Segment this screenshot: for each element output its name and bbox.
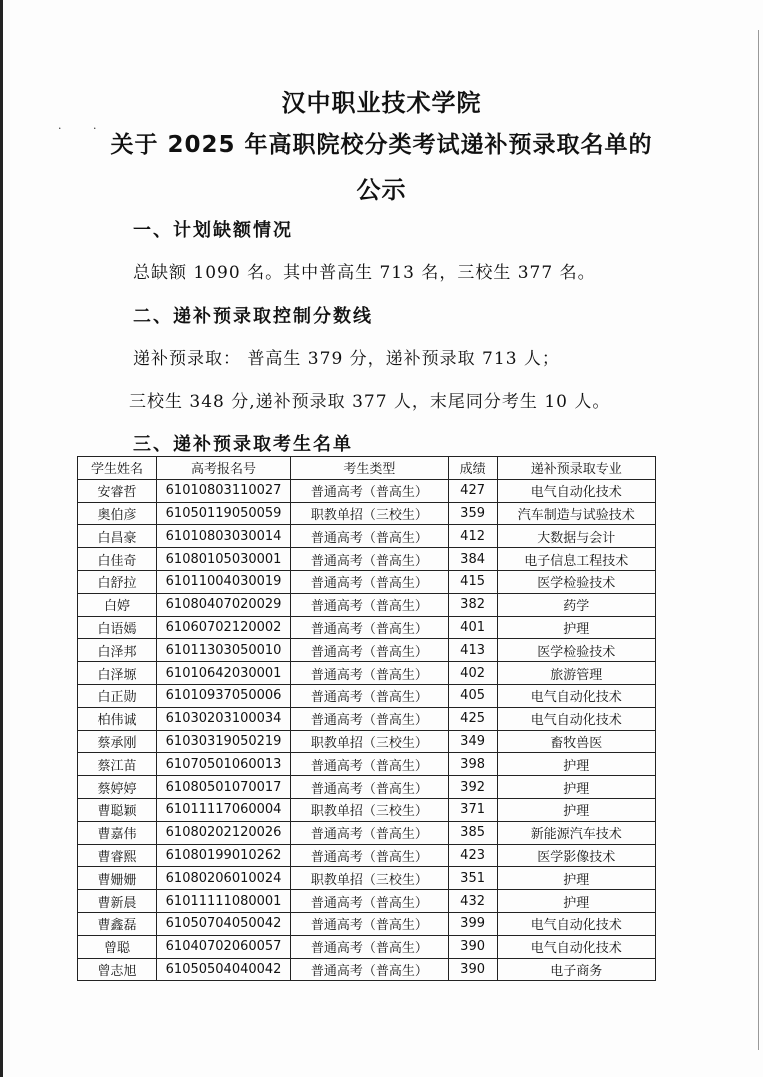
col-header-name: 学生姓名 bbox=[78, 457, 157, 480]
cell-major: 护理 bbox=[497, 753, 655, 776]
table-body bbox=[78, 479, 656, 981]
cell-exam-id: 61080501070017 bbox=[156, 776, 290, 799]
cell-name: 奥伯彦 bbox=[78, 502, 157, 525]
cell-name: 曹鑫磊 bbox=[78, 912, 157, 935]
table-row bbox=[78, 662, 656, 685]
cell-type: 普通高考（普高生） bbox=[291, 776, 448, 799]
cell-name: 曾聪 bbox=[78, 935, 157, 958]
cell-type: 职教单招（三校生） bbox=[291, 798, 448, 821]
cell-type: 普通高考（普高生） bbox=[291, 890, 448, 913]
cell-type: 普通高考（普高生） bbox=[291, 707, 448, 730]
cell-type: 普通高考（普高生） bbox=[291, 684, 448, 707]
cell-name: 曹新晨 bbox=[78, 890, 157, 913]
cell-exam-id: 61030319050219 bbox=[156, 730, 290, 753]
cell-major: 护理 bbox=[497, 616, 655, 639]
cell-exam-id: 61080105030001 bbox=[156, 548, 290, 571]
cell-exam-id: 61060702120002 bbox=[156, 616, 290, 639]
cell-name: 白佳奇 bbox=[78, 548, 157, 571]
cell-exam-id: 61030203100034 bbox=[156, 707, 290, 730]
cell-type: 普通高考（普高生） bbox=[291, 479, 448, 502]
cell-exam-id: 61010803030014 bbox=[156, 525, 290, 548]
table-row bbox=[78, 616, 656, 639]
cell-exam-id: 61080202120026 bbox=[156, 821, 290, 844]
cell-score: 384 bbox=[448, 548, 497, 571]
cell-type: 职教单招（三校生） bbox=[291, 502, 448, 525]
cell-name: 白正勋 bbox=[78, 684, 157, 707]
cell-name: 白泽邦 bbox=[78, 639, 157, 662]
cell-type: 职教单招（三校生） bbox=[291, 730, 448, 753]
cell-major: 大数据与会计 bbox=[497, 525, 655, 548]
cell-score: 371 bbox=[448, 798, 497, 821]
table-row bbox=[78, 958, 656, 981]
cell-type: 普通高考（普高生） bbox=[291, 821, 448, 844]
cell-major: 药学 bbox=[497, 593, 655, 616]
table-row bbox=[78, 548, 656, 571]
cell-name: 蔡承刚 bbox=[78, 730, 157, 753]
cell-score: 390 bbox=[448, 935, 497, 958]
cell-type: 普通高考（普高生） bbox=[291, 662, 448, 685]
table-row bbox=[78, 684, 656, 707]
cell-major: 汽车制造与试验技术 bbox=[497, 502, 655, 525]
cell-score: 415 bbox=[448, 570, 497, 593]
cell-major: 电气自动化技术 bbox=[497, 935, 655, 958]
cell-score: 351 bbox=[448, 867, 497, 890]
cell-score: 390 bbox=[448, 958, 497, 981]
col-header-exam-id: 高考报名号 bbox=[156, 457, 290, 480]
table-row bbox=[78, 502, 656, 525]
cell-type: 普通高考（普高生） bbox=[291, 912, 448, 935]
cell-exam-id: 61011303050010 bbox=[156, 639, 290, 662]
cell-major: 电气自动化技术 bbox=[497, 684, 655, 707]
cell-name: 蔡江苗 bbox=[78, 753, 157, 776]
table-row bbox=[78, 525, 656, 548]
cell-major: 旅游管理 bbox=[497, 662, 655, 685]
table-row bbox=[78, 730, 656, 753]
scan-left-border bbox=[0, 0, 3, 1077]
table-row bbox=[78, 479, 656, 502]
cell-type: 普通高考（普高生） bbox=[291, 593, 448, 616]
cell-name: 安睿哲 bbox=[78, 479, 157, 502]
cell-name: 曹姗姗 bbox=[78, 867, 157, 890]
cell-major: 电子商务 bbox=[497, 958, 655, 981]
cell-type: 普通高考（普高生） bbox=[291, 616, 448, 639]
cell-type: 普通高考（普高生） bbox=[291, 935, 448, 958]
cell-exam-id: 61070501060013 bbox=[156, 753, 290, 776]
section-2-line-1: 递补预录取： 普高生 379 分，递补预录取 713 人； bbox=[133, 349, 560, 369]
cell-major: 电子信息工程技术 bbox=[497, 548, 655, 571]
institution-title: 汉中职业技术学院 bbox=[281, 89, 482, 117]
cell-exam-id: 61010803110027 bbox=[156, 479, 290, 502]
cell-exam-id: 61011004030019 bbox=[156, 570, 290, 593]
cell-type: 普通高考（普高生） bbox=[291, 548, 448, 571]
cell-score: 385 bbox=[448, 821, 497, 844]
cell-name: 曹嘉伟 bbox=[78, 821, 157, 844]
cell-major: 护理 bbox=[497, 776, 655, 799]
cell-type: 普通高考（普高生） bbox=[291, 525, 448, 548]
cell-major: 畜牧兽医 bbox=[497, 730, 655, 753]
section-1-text: 总缺额 1090 名。其中普高生 713 名，三校生 377 名。 bbox=[133, 263, 596, 283]
cell-score: 413 bbox=[448, 639, 497, 662]
cell-name: 曹聪颖 bbox=[78, 798, 157, 821]
cell-major: 电气自动化技术 bbox=[497, 912, 655, 935]
cell-type: 普通高考（普高生） bbox=[291, 639, 448, 662]
cell-name: 蔡婷婷 bbox=[78, 776, 157, 799]
cell-name: 白婷 bbox=[78, 593, 157, 616]
cell-score: 402 bbox=[448, 662, 497, 685]
col-header-type: 考生类型 bbox=[291, 457, 448, 480]
cell-major: 医学影像技术 bbox=[497, 844, 655, 867]
cell-major: 医学检验技术 bbox=[497, 570, 655, 593]
cell-score: 423 bbox=[448, 844, 497, 867]
notice-title-continued: 公示 bbox=[356, 176, 407, 204]
cell-exam-id: 61050704050042 bbox=[156, 912, 290, 935]
table-row bbox=[78, 707, 656, 730]
table-row bbox=[78, 912, 656, 935]
cell-name: 柏伟诚 bbox=[78, 707, 157, 730]
table-row bbox=[78, 890, 656, 913]
cell-name: 曹睿熙 bbox=[78, 844, 157, 867]
table-row bbox=[78, 935, 656, 958]
section-1-heading: 一、计划缺额情况 bbox=[133, 220, 293, 241]
table-row bbox=[78, 867, 656, 890]
cell-score: 349 bbox=[448, 730, 497, 753]
cell-score: 392 bbox=[448, 776, 497, 799]
table-row bbox=[78, 798, 656, 821]
cell-score: 412 bbox=[448, 525, 497, 548]
cell-exam-id: 61080199010262 bbox=[156, 844, 290, 867]
cell-name: 白语嫣 bbox=[78, 616, 157, 639]
section-2-heading: 二、递补预录取控制分数线 bbox=[133, 306, 373, 327]
notice-title: 关于 2025 年高职院校分类考试递补预录取名单的 bbox=[110, 132, 653, 158]
cell-type: 普通高考（普高生） bbox=[291, 753, 448, 776]
cell-type: 普通高考（普高生） bbox=[291, 844, 448, 867]
cell-type: 普通高考（普高生） bbox=[291, 958, 448, 981]
cell-exam-id: 61050504040042 bbox=[156, 958, 290, 981]
table-row bbox=[78, 753, 656, 776]
table-row bbox=[78, 593, 656, 616]
cell-exam-id: 61010937050006 bbox=[156, 684, 290, 707]
scan-specks: · · bbox=[58, 122, 111, 135]
cell-exam-id: 61011117060004 bbox=[156, 798, 290, 821]
cell-score: 382 bbox=[448, 593, 497, 616]
cell-type: 职教单招（三校生） bbox=[291, 867, 448, 890]
cell-score: 359 bbox=[448, 502, 497, 525]
table-row bbox=[78, 776, 656, 799]
cell-score: 401 bbox=[448, 616, 497, 639]
table-row bbox=[78, 844, 656, 867]
cell-score: 399 bbox=[448, 912, 497, 935]
cell-exam-id: 61011111080001 bbox=[156, 890, 290, 913]
cell-major: 新能源汽车技术 bbox=[497, 821, 655, 844]
cell-major: 护理 bbox=[497, 890, 655, 913]
table-header-row bbox=[78, 457, 656, 480]
cell-exam-id: 61080206010024 bbox=[156, 867, 290, 890]
col-header-major: 递补预录取专业 bbox=[497, 457, 655, 480]
section-3-heading: 三、递补预录取考生名单 bbox=[133, 434, 353, 455]
cell-name: 白昌豪 bbox=[78, 525, 157, 548]
cell-type: 普通高考（普高生） bbox=[291, 570, 448, 593]
cell-major: 电气自动化技术 bbox=[497, 479, 655, 502]
cell-major: 医学检验技术 bbox=[497, 639, 655, 662]
section-2-line-2: 三校生 348 分,递补预录取 377 人，末尾同分考生 10 人。 bbox=[129, 392, 611, 412]
admission-table bbox=[77, 456, 656, 981]
table-row bbox=[78, 570, 656, 593]
cell-name: 曾志旭 bbox=[78, 958, 157, 981]
cell-major: 护理 bbox=[497, 798, 655, 821]
cell-exam-id: 61080407020029 bbox=[156, 593, 290, 616]
cell-exam-id: 61010642030001 bbox=[156, 662, 290, 685]
cell-score: 427 bbox=[448, 479, 497, 502]
table-row bbox=[78, 821, 656, 844]
table-row bbox=[78, 639, 656, 662]
cell-name: 白泽塬 bbox=[78, 662, 157, 685]
cell-name: 白舒拉 bbox=[78, 570, 157, 593]
cell-score: 398 bbox=[448, 753, 497, 776]
col-header-score: 成绩 bbox=[448, 457, 497, 480]
cell-major: 电气自动化技术 bbox=[497, 707, 655, 730]
cell-score: 432 bbox=[448, 890, 497, 913]
cell-exam-id: 61040702060057 bbox=[156, 935, 290, 958]
cell-score: 405 bbox=[448, 684, 497, 707]
cell-score: 425 bbox=[448, 707, 497, 730]
cell-exam-id: 61050119050059 bbox=[156, 502, 290, 525]
cell-major: 护理 bbox=[497, 867, 655, 890]
